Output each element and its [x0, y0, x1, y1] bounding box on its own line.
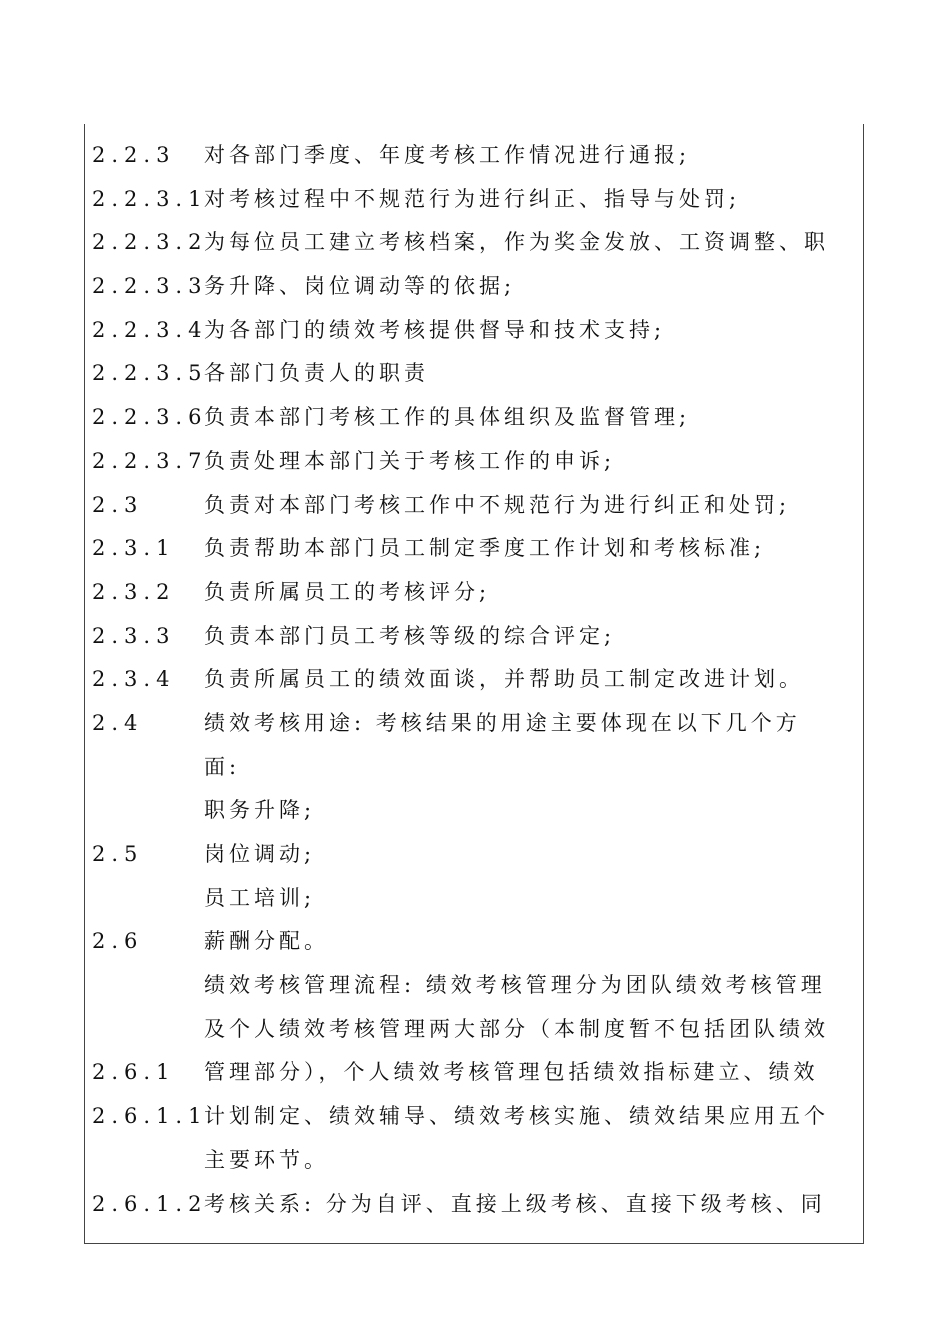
body-text-column [204, 134, 854, 1226]
section-number: 2.6.1.2 [92, 1191, 208, 1216]
section-number: 2.6.1.1 [92, 1104, 208, 1129]
text-line: 员工培训; [204, 885, 316, 910]
section-number: 2.3.4 [92, 667, 176, 692]
text-line: 负责处理本部门关于考核工作的申诉; [204, 448, 616, 473]
text-line: 为每位员工建立考核档案，作为奖金发放、工资调整、职 [204, 230, 829, 255]
section-number: 2.6 [92, 929, 144, 954]
section-number: 2.2.3.7 [92, 448, 208, 473]
section-number-column [92, 134, 208, 1226]
text-line: 对各部门季度、年度考核工作情况进行通报; [204, 143, 691, 167]
text-line: 负责本部门考核工作的具体组织及监督管理; [204, 405, 691, 430]
section-number: 2.4 [92, 710, 144, 735]
section-number: 2.2.3.3 [92, 274, 208, 299]
section-number: 2.2.3 [92, 143, 176, 167]
text-line: 计划制定、绩效辅导、绩效考核实施、绩效结果应用五个 [204, 1104, 829, 1129]
text-line: 岗位调动; [204, 842, 316, 866]
section-number: 2.2.3.5 [92, 361, 208, 386]
section-number: 2.2.3.4 [92, 317, 208, 342]
text-line: 负责所属员工的绩效面谈，并帮助员工制定改进计划。 [204, 667, 804, 692]
text-line: 及个人绩效考核管理两大部分（本制度暂不包括团队绩效 [204, 1016, 829, 1041]
section-number: 2.3.2 [92, 579, 176, 604]
section-number [92, 746, 202, 790]
text-line: 职务升降; [204, 798, 316, 823]
text-line: 负责帮助本部门员工制定季度工作计划和考核标准; [204, 536, 766, 561]
section-number: 2.5 [92, 842, 144, 866]
text-line: 绩效考核用途: 考核结果的用途主要体现在以下几个方 [204, 710, 801, 735]
section-number [92, 1139, 202, 1183]
text-line: 各部门负责人的职责 [204, 361, 429, 386]
text-line: 负责对本部门考核工作中不规范行为进行纠正和处罚; [204, 492, 791, 517]
text-line: 对考核过程中不规范行为进行纠正、指导与处罚; [204, 186, 741, 211]
section-number: 2.3.3 [92, 623, 176, 648]
text-line: 负责本部门员工考核等级的综合评定; [204, 623, 616, 648]
text-line: 薪酬分配。 [204, 929, 329, 954]
text-line: 考核关系: 分为自评、直接上级考核、直接下级考核、同 [204, 1191, 826, 1216]
section-number: 2.3 [92, 492, 144, 517]
text-line: 面: [204, 754, 241, 779]
section-number [92, 1008, 202, 1052]
section-number: 2.6.1 [92, 1060, 176, 1085]
section-number: 2.2.3.2 [92, 230, 208, 255]
section-number: 2.2.3.6 [92, 405, 208, 430]
text-line: 务升降、岗位调动等的依据; [204, 274, 516, 299]
section-number: 2.2.3.1 [92, 186, 208, 211]
section-number [92, 877, 202, 921]
section-number: 2.3.1 [92, 536, 176, 561]
text-line: 负责所属员工的考核评分; [204, 579, 491, 604]
text-line: 绩效考核管理流程: 绩效考核管理分为团队绩效考核管理 [204, 973, 826, 998]
section-number [92, 789, 202, 833]
text-line: 为各部门的绩效考核提供督导和技术支持; [204, 317, 666, 342]
text-line: 主要环节。 [204, 1147, 329, 1172]
section-number [92, 964, 202, 1008]
text-line: 管理部分），个人绩效考核管理包括绩效指标建立、绩效 [204, 1060, 819, 1085]
